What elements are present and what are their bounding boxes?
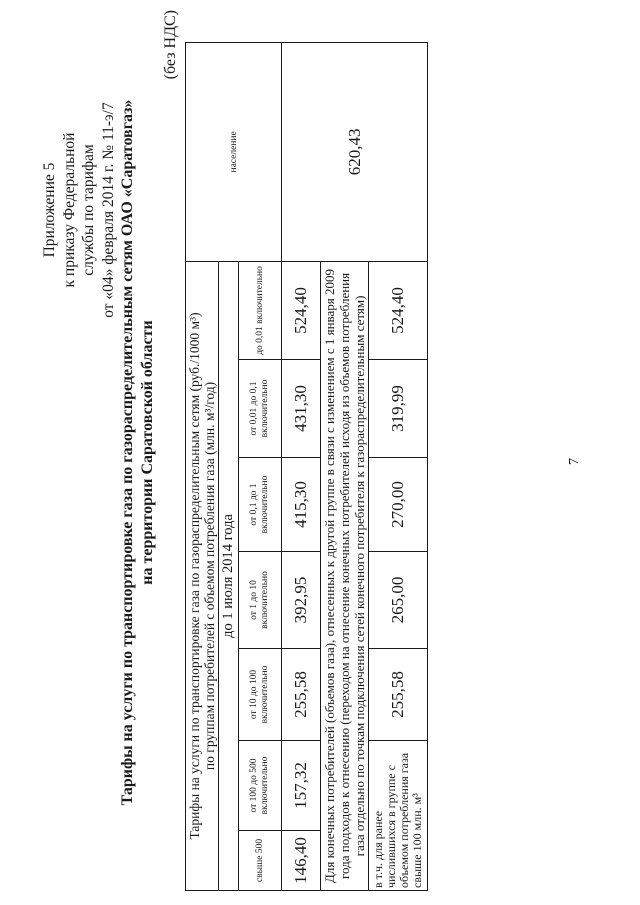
group-header: от 0,1 до 1 включительно bbox=[239, 458, 282, 552]
tariff-value: 146,40 bbox=[282, 831, 321, 891]
population-header: население bbox=[186, 42, 282, 261]
caption-line-1: Тарифы на услуги по транспортировке газа по газораспределительным сетям (руб./1000 м³) bbox=[187, 312, 202, 840]
sub-tariff-value: 255,58 bbox=[369, 649, 428, 741]
tariff-value: 524,40 bbox=[282, 261, 321, 359]
group-header: свыше 500 bbox=[239, 831, 282, 891]
tariff-values-row bbox=[282, 42, 321, 890]
service-name: службы по тарифам bbox=[80, 144, 97, 276]
vat-note: (без НДС) bbox=[162, 10, 179, 80]
appendix-number: Приложение 5 bbox=[41, 162, 58, 258]
page-number: 7 bbox=[567, 458, 582, 465]
title-line-1: Тарифы на услуги по транспортировке газа по газораспределительным сетям ОАО «Саратовгаз» bbox=[119, 99, 136, 806]
tariff-value: 431,30 bbox=[282, 360, 321, 458]
sub-tariff-value: 319,99 bbox=[369, 360, 428, 458]
appendix-header bbox=[40, 45, 118, 375]
caption-line-2: по группам потребителей с объемом потребления газа (млн. м³/год) bbox=[202, 381, 217, 771]
sub-tariff-value: 524,40 bbox=[369, 261, 428, 359]
tariff-value: 415,30 bbox=[282, 458, 321, 552]
tariff-table bbox=[185, 42, 428, 891]
sub-tariff-value: 270,00 bbox=[369, 458, 428, 552]
group-header: от 0,01 до 0,1 включительно bbox=[239, 360, 282, 458]
group-header: от 10 до 100 включительно bbox=[239, 649, 282, 741]
title-line-2: на территории Саратовской области bbox=[139, 320, 156, 585]
reclassification-note: Для конечных потребителей (объемов газа), отнесенных к другой группе в связи с изменением с 1 января 2009 года подходов к отнесению (переходом на отнесение конечных потребителей исходя из объемов потребления газа отдельно по точкам подключения сетей конечного потребителя к газораспределительным сетям) bbox=[321, 261, 369, 890]
group-header: от 1 до 10 включительно bbox=[239, 552, 282, 649]
period-header: до 1 июля 2014 года bbox=[219, 261, 239, 890]
table-caption bbox=[186, 261, 219, 890]
population-value: 620,43 bbox=[282, 42, 428, 261]
sub-row-label: в т.ч. для ранее числившихся в группе с объемом потребления газа свыше 100 млн. м³ bbox=[369, 741, 428, 891]
group-header: до 0,01 включительно bbox=[239, 261, 282, 359]
group-header: от 100 до 500 включительно bbox=[239, 741, 282, 831]
tariff-value: 255,58 bbox=[282, 649, 321, 741]
tariff-value: 392,95 bbox=[282, 552, 321, 649]
document-title bbox=[118, 40, 158, 865]
order-reference: к приказу Федеральной bbox=[60, 132, 78, 288]
tariff-value: 157,32 bbox=[282, 741, 321, 831]
order-date: от «04» февраля 2014 г. № 11-э/7 bbox=[99, 102, 117, 318]
sub-tariff-value: 265,00 bbox=[369, 552, 428, 649]
